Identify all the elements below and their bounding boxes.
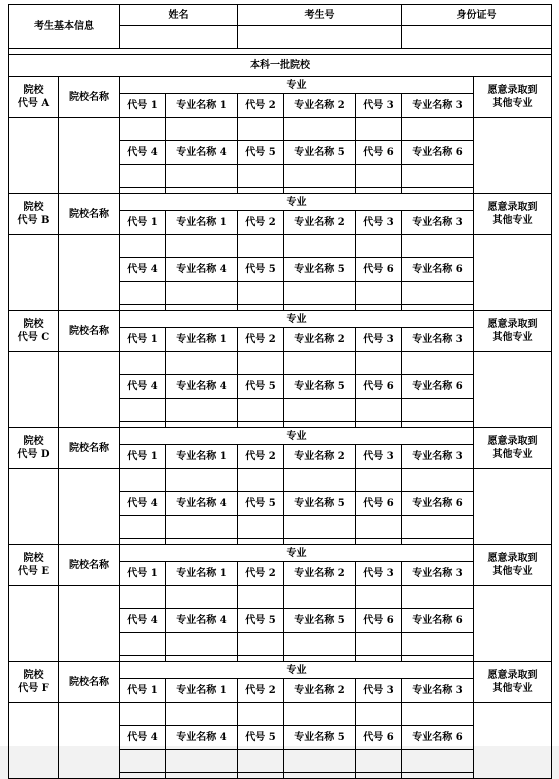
- willing-other-major-label: [474, 77, 552, 118]
- major-entry-field[interactable]: [120, 703, 166, 726]
- major-entry-field[interactable]: [166, 703, 238, 726]
- major-header: 专业: [120, 428, 474, 445]
- exam-number-label: 考生号: [238, 5, 402, 26]
- code-5-label: 代号 5: [238, 375, 284, 399]
- gap-cell: [238, 773, 284, 779]
- id-number-label: 身份证号: [402, 5, 552, 26]
- major-name-6-label: 专业名称 6: [402, 375, 474, 399]
- major-name-3-label: 专业名称 3: [402, 94, 474, 118]
- code-2-label: 代号 2: [238, 211, 284, 235]
- id-number-field[interactable]: [402, 26, 552, 49]
- major-name-3-label: 专业名称 3: [402, 562, 474, 586]
- major-name-2-label: 专业名称 2: [284, 211, 356, 235]
- major-entry-field[interactable]: [402, 118, 474, 141]
- major-entry-field[interactable]: [120, 633, 166, 656]
- willing-line2: 其他专业: [492, 683, 533, 694]
- code-6-label: 代号 6: [356, 375, 402, 399]
- willing-other-major-label: [474, 545, 552, 586]
- major-entry-field[interactable]: [402, 165, 474, 188]
- school-code-label-a: [9, 77, 59, 118]
- school-code-line1: 院校: [23, 670, 44, 681]
- school-code-field[interactable]: [9, 235, 59, 311]
- major-entry-field[interactable]: [356, 516, 402, 539]
- code-2-label: 代号 2: [238, 94, 284, 118]
- major-name-2-label: 专业名称 2: [284, 445, 356, 469]
- major-header: 专业: [120, 662, 474, 679]
- school-code-label-e: [9, 545, 59, 586]
- school-name-label: 院校名称: [59, 662, 120, 703]
- willing-line1: 愿意录取到: [487, 436, 538, 447]
- willing-other-major-field[interactable]: [474, 352, 552, 428]
- willing-line1: 愿意录取到: [487, 85, 538, 96]
- willing-line1: 愿意录取到: [487, 553, 538, 564]
- major-name-1-label: 专业名称 1: [166, 94, 238, 118]
- school-code-field[interactable]: [9, 586, 59, 662]
- major-entry-field[interactable]: [356, 703, 402, 726]
- school-code-line1: 院校: [23, 319, 44, 330]
- code-4-label: 代号 4: [120, 726, 166, 750]
- code-5-label: 代号 5: [238, 258, 284, 282]
- code-2-label: 代号 2: [238, 445, 284, 469]
- major-entry-field[interactable]: [284, 750, 356, 773]
- code-1-label: 代号 1: [120, 679, 166, 703]
- gap-cell: [356, 773, 402, 779]
- code-5-label: 代号 5: [238, 141, 284, 165]
- school-code-line2: 代号 E: [17, 566, 50, 577]
- major-name-5-label: 专业名称 5: [284, 258, 356, 282]
- willing-line2: 其他专业: [492, 566, 533, 577]
- major-entry-field[interactable]: [284, 165, 356, 188]
- school-code-line2: 代号 C: [17, 332, 50, 343]
- code-2-label: 代号 2: [238, 562, 284, 586]
- major-name-3-label: 专业名称 3: [402, 679, 474, 703]
- major-entry-field[interactable]: [284, 516, 356, 539]
- willing-line2: 其他专业: [492, 449, 533, 460]
- section-title: 本科一批院校: [9, 55, 552, 77]
- major-name-6-label: 专业名称 6: [402, 492, 474, 516]
- major-name-4-label: 专业名称 4: [166, 609, 238, 633]
- major-entry-field[interactable]: [356, 750, 402, 773]
- school-name-field[interactable]: [59, 703, 120, 779]
- code-4-label: 代号 4: [120, 492, 166, 516]
- major-entry-field[interactable]: [238, 516, 284, 539]
- willing-line1: 愿意录取到: [487, 319, 538, 330]
- school-code-field[interactable]: [9, 352, 59, 428]
- major-name-1-label: 专业名称 1: [166, 679, 238, 703]
- major-name-4-label: 专业名称 4: [166, 141, 238, 165]
- major-entry-field[interactable]: [120, 352, 166, 375]
- willing-other-major-field[interactable]: [474, 235, 552, 311]
- major-entry-field[interactable]: [166, 165, 238, 188]
- major-entry-field[interactable]: [238, 586, 284, 609]
- willing-line1: 愿意录取到: [487, 670, 538, 681]
- code-3-label: 代号 3: [356, 562, 402, 586]
- major-name-4-label: 专业名称 4: [166, 492, 238, 516]
- major-entry-field[interactable]: [284, 118, 356, 141]
- school-name-label: 院校名称: [59, 194, 120, 235]
- code-5-label: 代号 5: [238, 492, 284, 516]
- willing-other-major-label: [474, 662, 552, 703]
- gap-cell: [120, 773, 166, 779]
- major-entry-field[interactable]: [238, 750, 284, 773]
- major-name-5-label: 专业名称 5: [284, 726, 356, 750]
- major-entry-field[interactable]: [238, 282, 284, 305]
- major-entry-field[interactable]: [284, 282, 356, 305]
- major-entry-field[interactable]: [166, 235, 238, 258]
- school-code-label-c: [9, 311, 59, 352]
- major-header: 专业: [120, 194, 474, 211]
- school-code-line1: 院校: [23, 202, 44, 213]
- major-name-4-label: 专业名称 4: [166, 726, 238, 750]
- major-entry-field[interactable]: [284, 399, 356, 422]
- school-name-label: 院校名称: [59, 311, 120, 352]
- major-entry-field[interactable]: [402, 586, 474, 609]
- volunteer-form-table: [8, 4, 552, 779]
- major-entry-field[interactable]: [284, 352, 356, 375]
- major-name-4-label: 专业名称 4: [166, 258, 238, 282]
- major-name-1-label: 专业名称 1: [166, 562, 238, 586]
- code-1-label: 代号 1: [120, 328, 166, 352]
- major-entry-field[interactable]: [166, 352, 238, 375]
- major-entry-field[interactable]: [284, 235, 356, 258]
- major-entry-field[interactable]: [166, 399, 238, 422]
- code-3-label: 代号 3: [356, 211, 402, 235]
- major-entry-field[interactable]: [120, 750, 166, 773]
- code-6-label: 代号 6: [356, 258, 402, 282]
- school-code-line2: 代号 F: [18, 683, 49, 694]
- major-entry-field[interactable]: [356, 235, 402, 258]
- code-4-label: 代号 4: [120, 258, 166, 282]
- major-entry-field[interactable]: [166, 118, 238, 141]
- code-3-label: 代号 3: [356, 328, 402, 352]
- code-6-label: 代号 6: [356, 492, 402, 516]
- major-entry-field[interactable]: [402, 352, 474, 375]
- school-code-line2: 代号 D: [17, 449, 50, 460]
- major-entry-field[interactable]: [120, 282, 166, 305]
- code-3-label: 代号 3: [356, 679, 402, 703]
- major-name-2-label: 专业名称 2: [284, 94, 356, 118]
- code-6-label: 代号 6: [356, 609, 402, 633]
- major-entry-field[interactable]: [356, 469, 402, 492]
- basic-info-label: 考生基本信息: [9, 5, 120, 49]
- major-entry-field[interactable]: [402, 469, 474, 492]
- major-entry-field[interactable]: [120, 516, 166, 539]
- major-entry-field[interactable]: [120, 235, 166, 258]
- school-code-line1: 院校: [23, 436, 44, 447]
- code-6-label: 代号 6: [356, 726, 402, 750]
- major-entry-field[interactable]: [120, 469, 166, 492]
- major-entry-field[interactable]: [284, 633, 356, 656]
- major-entry-field[interactable]: [402, 633, 474, 656]
- school-code-label-d: [9, 428, 59, 469]
- willing-other-major-label: [474, 428, 552, 469]
- gap-cell: [284, 773, 356, 779]
- gap-cell: [402, 773, 474, 779]
- school-name-label: 院校名称: [59, 545, 120, 586]
- major-name-2-label: 专业名称 2: [284, 679, 356, 703]
- major-entry-field[interactable]: [356, 118, 402, 141]
- school-name-field[interactable]: [59, 235, 120, 311]
- willing-other-major-label: [474, 194, 552, 235]
- code-1-label: 代号 1: [120, 562, 166, 586]
- gap-cell: [166, 773, 238, 779]
- name-label: 姓名: [120, 5, 238, 26]
- major-entry-field[interactable]: [402, 750, 474, 773]
- school-name-field[interactable]: [59, 118, 120, 194]
- school-code-label-f: [9, 662, 59, 703]
- major-entry-field[interactable]: [402, 703, 474, 726]
- major-header: 专业: [120, 311, 474, 328]
- major-entry-field[interactable]: [356, 165, 402, 188]
- major-entry-field[interactable]: [166, 633, 238, 656]
- code-3-label: 代号 3: [356, 94, 402, 118]
- major-entry-field[interactable]: [356, 586, 402, 609]
- major-entry-field[interactable]: [284, 469, 356, 492]
- major-entry-field[interactable]: [238, 352, 284, 375]
- major-entry-field[interactable]: [402, 516, 474, 539]
- major-entry-field[interactable]: [284, 586, 356, 609]
- major-entry-field[interactable]: [166, 516, 238, 539]
- major-entry-field[interactable]: [166, 750, 238, 773]
- willing-line2: 其他专业: [492, 98, 533, 109]
- school-code-field[interactable]: [9, 703, 59, 779]
- school-name-field[interactable]: [59, 352, 120, 428]
- school-name-field[interactable]: [59, 469, 120, 545]
- school-name-label: 院校名称: [59, 77, 120, 118]
- code-5-label: 代号 5: [238, 609, 284, 633]
- major-entry-field[interactable]: [284, 703, 356, 726]
- code-4-label: 代号 4: [120, 609, 166, 633]
- code-4-label: 代号 4: [120, 141, 166, 165]
- major-name-5-label: 专业名称 5: [284, 141, 356, 165]
- school-code-field[interactable]: [9, 118, 59, 194]
- major-entry-field[interactable]: [238, 469, 284, 492]
- major-name-3-label: 专业名称 3: [402, 211, 474, 235]
- code-1-label: 代号 1: [120, 94, 166, 118]
- major-entry-field[interactable]: [356, 352, 402, 375]
- major-entry-field[interactable]: [166, 469, 238, 492]
- major-name-5-label: 专业名称 5: [284, 375, 356, 399]
- willing-line1: 愿意录取到: [487, 202, 538, 213]
- exam-number-field[interactable]: [238, 26, 402, 49]
- major-name-5-label: 专业名称 5: [284, 609, 356, 633]
- willing-other-major-field[interactable]: [474, 703, 552, 779]
- code-3-label: 代号 3: [356, 445, 402, 469]
- major-name-1-label: 专业名称 1: [166, 211, 238, 235]
- school-code-line2: 代号 A: [17, 98, 50, 109]
- major-name-6-label: 专业名称 6: [402, 141, 474, 165]
- willing-other-major-label: [474, 311, 552, 352]
- major-entry-field[interactable]: [402, 399, 474, 422]
- willing-other-major-field[interactable]: [474, 118, 552, 194]
- major-name-1-label: 专业名称 1: [166, 328, 238, 352]
- code-6-label: 代号 6: [356, 141, 402, 165]
- willing-line2: 其他专业: [492, 215, 533, 226]
- school-code-line1: 院校: [23, 85, 44, 96]
- major-name-2-label: 专业名称 2: [284, 562, 356, 586]
- willing-other-major-field[interactable]: [474, 586, 552, 662]
- major-entry-field[interactable]: [238, 703, 284, 726]
- major-name-4-label: 专业名称 4: [166, 375, 238, 399]
- major-entry-field[interactable]: [166, 282, 238, 305]
- major-name-6-label: 专业名称 6: [402, 258, 474, 282]
- major-entry-field[interactable]: [402, 235, 474, 258]
- name-field[interactable]: [120, 26, 238, 49]
- willing-line2: 其他专业: [492, 332, 533, 343]
- school-code-label-b: [9, 194, 59, 235]
- major-header: 专业: [120, 77, 474, 94]
- code-1-label: 代号 1: [120, 445, 166, 469]
- major-entry-field[interactable]: [402, 282, 474, 305]
- major-entry-field[interactable]: [238, 399, 284, 422]
- code-1-label: 代号 1: [120, 211, 166, 235]
- major-entry-field[interactable]: [238, 235, 284, 258]
- school-name-field[interactable]: [59, 586, 120, 662]
- major-header: 专业: [120, 545, 474, 562]
- major-name-6-label: 专业名称 6: [402, 609, 474, 633]
- major-entry-field[interactable]: [238, 633, 284, 656]
- major-entry-field[interactable]: [356, 399, 402, 422]
- major-name-3-label: 专业名称 3: [402, 328, 474, 352]
- major-entry-field[interactable]: [120, 586, 166, 609]
- major-entry-field[interactable]: [238, 165, 284, 188]
- school-code-line2: 代号 B: [17, 215, 50, 226]
- major-entry-field[interactable]: [356, 633, 402, 656]
- code-2-label: 代号 2: [238, 679, 284, 703]
- major-entry-field[interactable]: [238, 118, 284, 141]
- school-name-label: 院校名称: [59, 428, 120, 469]
- major-name-6-label: 专业名称 6: [402, 726, 474, 750]
- major-entry-field[interactable]: [356, 282, 402, 305]
- major-entry-field[interactable]: [120, 399, 166, 422]
- major-entry-field[interactable]: [166, 586, 238, 609]
- code-5-label: 代号 5: [238, 726, 284, 750]
- major-entry-field[interactable]: [120, 118, 166, 141]
- major-name-1-label: 专业名称 1: [166, 445, 238, 469]
- code-2-label: 代号 2: [238, 328, 284, 352]
- major-entry-field[interactable]: [120, 165, 166, 188]
- major-name-5-label: 专业名称 5: [284, 492, 356, 516]
- code-4-label: 代号 4: [120, 375, 166, 399]
- school-code-field[interactable]: [9, 469, 59, 545]
- major-name-3-label: 专业名称 3: [402, 445, 474, 469]
- willing-other-major-field[interactable]: [474, 469, 552, 545]
- school-code-line1: 院校: [23, 553, 44, 564]
- major-name-2-label: 专业名称 2: [284, 328, 356, 352]
